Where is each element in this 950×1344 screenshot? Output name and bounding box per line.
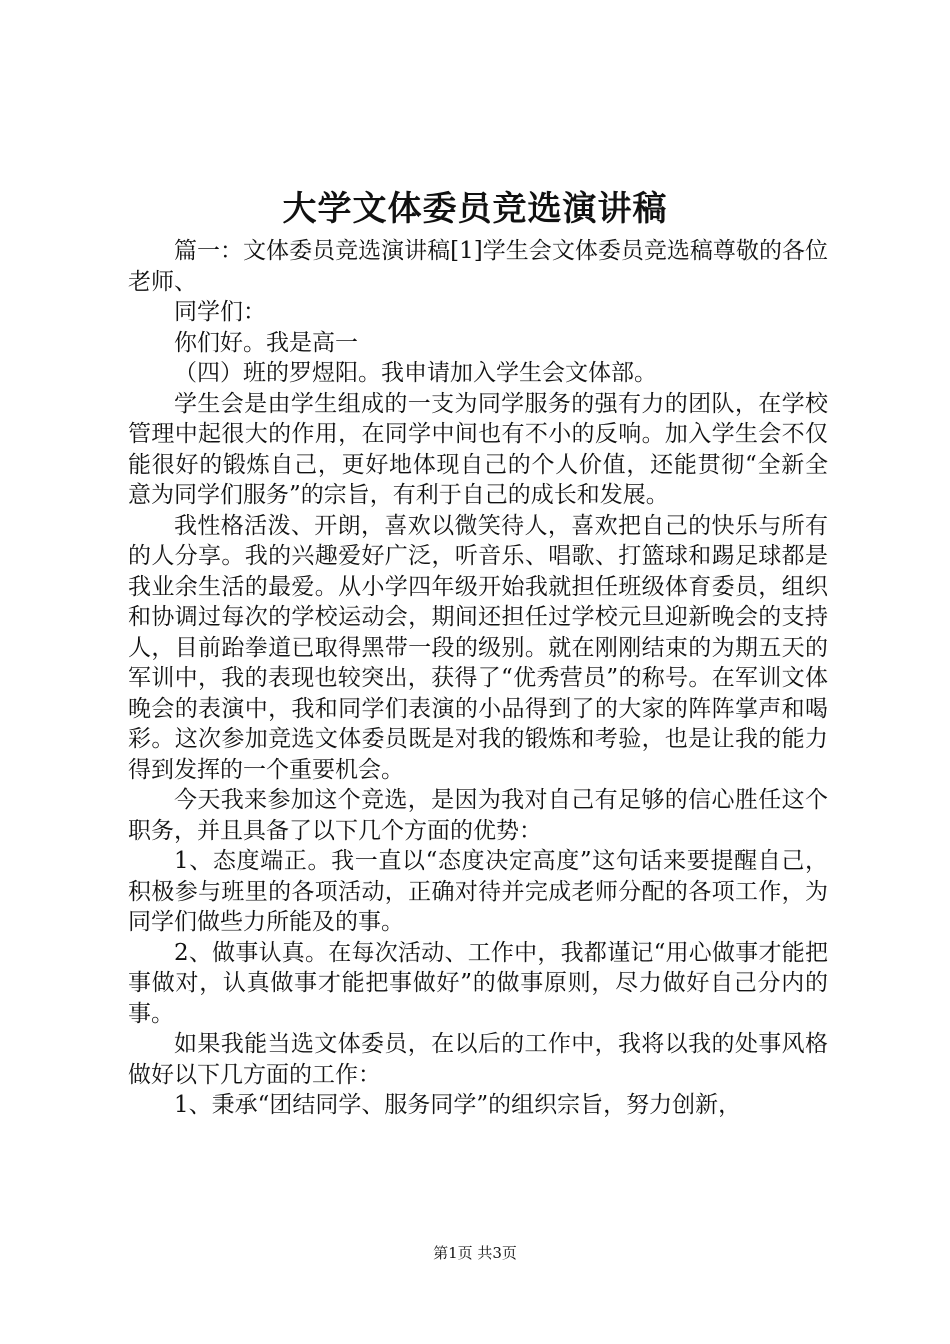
paragraph: 我性格活泼、开朗，喜欢以微笑待人，喜欢把自己的快乐与所有的人分享。我的兴趣爱好广泛，听音乐、唱歌、打篮球和踢足球都是我业余生活的最爱。从小学四年级开始我就担任班级体育委员，组织和协调过每次的学校运动会，期间还担任过学校元旦迎新晚会的支持人，目前跆拳道已取得黑带一段的级别。就在刚刚结束的为期五天的军训中，我的表现也较突出，获得了“优秀营员”的称号。在军训文体晚会的表演中，我和同学们表演的小品得到了的大家的阵阵掌声和喝彩。这次参加竞选文体委员既是对我的锻炼和考验，也是让我的能力得到发挥的一个重要机会。 (128, 512, 828, 783)
paragraph: 学生会是由学生组成的一支为同学服务的强有力的团队，在学校管理中起很大的作用，在同学中间也有不小的反响。加入学生会不仅能很好的锻炼自己，更好地体现自己的个人价值，还能贯彻“全新全意为同学们服务”的宗旨，有利于自己的成长和发展。 (128, 390, 828, 508)
paragraph: 1、态度端正。我一直以“态度决定高度”这句话来要提醒自己，积极参与班里的各项活动，正确对待并完成老师分配的各项工作，为同学们做些力所能及的事。 (128, 848, 828, 935)
paragraph: 今天我来参加这个竞选，是因为我对自己有足够的信心胜任这个职务，并且具备了以下几个方面的优势： (128, 787, 828, 844)
paragraph: （四）班的罗煜阳。我申请加入学生会文体部。 (174, 360, 657, 386)
document-body (128, 236, 828, 1121)
paragraph: 如果我能当选文体委员，在以后的工作中，我将以我的处事风格做好以下几方面的工作： (128, 1031, 828, 1088)
paragraph: 1、秉承“团结同学、服务同学”的组织宗旨，努力创新， (174, 1092, 742, 1118)
paragraph: 2、做事认真。在每次活动、工作中，我都谨记“用心做事才能把事做对，认真做事才能把事做好”的做事原则，尽力做好自己分内的事。 (128, 939, 828, 1027)
paragraph: 同学们： (174, 299, 266, 325)
paragraph: 篇一：文体委员竞选演讲稿[1]学生会文体委员竞选稿尊敬的各位老师、 (128, 238, 828, 295)
paragraph: 你们好。我是高一 (174, 329, 358, 356)
document-title: 大学文体委员竞选演讲稿 (282, 189, 668, 229)
page-footer: 第1页 共3页 (433, 1244, 517, 1262)
